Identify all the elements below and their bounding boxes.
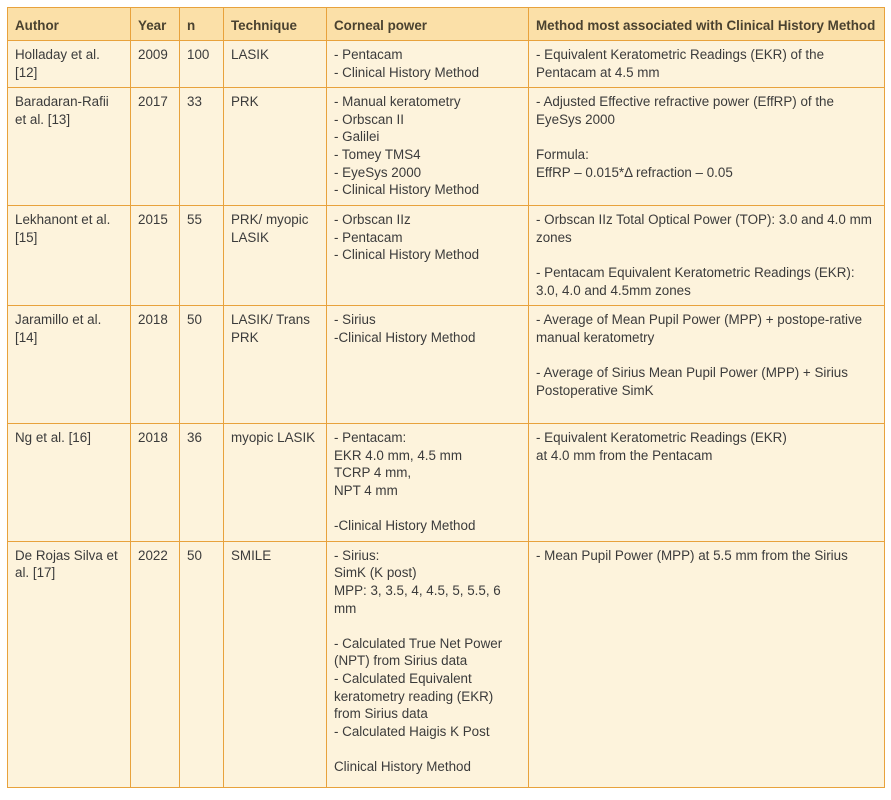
header-corneal-power: Corneal power (327, 8, 529, 41)
corneal-power-cell: - Sirius -Clinical History Method (327, 306, 529, 424)
header-method: Method most associated with Clinical History Method (529, 8, 885, 41)
year-cell: 2018 (131, 424, 180, 542)
corneal-power-cell: - Sirius: SimK (K post) MPP: 3, 3.5, 4, 4.5, 5, 5.5, 6 mm - Calculated True Net Power (NPT) from Sirius data - Calculated Equivalent keratometry reading (EKR) from Sirius data - Calculated Haigis K Post Clinical History Method (327, 541, 529, 787)
table-header-row (8, 8, 885, 41)
technique-cell: PRK (224, 88, 327, 206)
table-row (8, 306, 885, 424)
corneal-power-cell: - Orbscan IIz - Pentacam - Clinical History Method (327, 206, 529, 306)
n-cell: 50 (180, 541, 224, 787)
header-author: Author (8, 8, 131, 41)
comparison-table (7, 7, 885, 788)
n-cell: 36 (180, 424, 224, 542)
technique-cell: SMILE (224, 541, 327, 787)
method-cell: - Average of Mean Pupil Power (MPP) + postope-rative manual keratometry - Average of Sirius Mean Pupil Power (MPP) + Sirius Postoperative SimK (529, 306, 885, 424)
method-cell: - Mean Pupil Power (MPP) at 5.5 mm from the Sirius (529, 541, 885, 787)
n-cell: 55 (180, 206, 224, 306)
author-cell: Jaramillo et al. [14] (8, 306, 131, 424)
year-cell: 2015 (131, 206, 180, 306)
technique-cell: PRK/ myopic LASIK (224, 206, 327, 306)
table-row (8, 206, 885, 306)
table-row (8, 541, 885, 787)
corneal-power-cell: - Manual keratometry - Orbscan II - Galilei - Tomey TMS4 - EyeSys 2000 - Clinical History Method (327, 88, 529, 206)
author-cell: De Rojas Silva et al. [17] (8, 541, 131, 787)
method-cell: - Equivalent Keratometric Readings (EKR) of the Pentacam at 4.5 mm (529, 41, 885, 88)
author-cell: Ng et al. [16] (8, 424, 131, 542)
method-cell: - Adjusted Effective refractive power (EffRP) of the EyeSys 2000 Formula: EffRP – 0.015*Δ refraction – 0.05 (529, 88, 885, 206)
header-year: Year (131, 8, 180, 41)
n-cell: 100 (180, 41, 224, 88)
n-cell: 50 (180, 306, 224, 424)
year-cell: 2017 (131, 88, 180, 206)
technique-cell: LASIK/ Trans PRK (224, 306, 327, 424)
year-cell: 2022 (131, 541, 180, 787)
year-cell: 2009 (131, 41, 180, 88)
method-cell: - Orbscan IIz Total Optical Power (TOP): 3.0 and 4.0 mm zones - Pentacam Equivalent Keratometric Readings (EKR): 3.0, 4.0 and 4.5mm zones (529, 206, 885, 306)
table-row (8, 424, 885, 542)
corneal-power-cell: - Pentacam: EKR 4.0 mm, 4.5 mm TCRP 4 mm, NPT 4 mm -Clinical History Method (327, 424, 529, 542)
table-row (8, 41, 885, 88)
technique-cell: myopic LASIK (224, 424, 327, 542)
author-cell: Baradaran-Rafii et al. [13] (8, 88, 131, 206)
year-cell: 2018 (131, 306, 180, 424)
header-n: n (180, 8, 224, 41)
method-cell: - Equivalent Keratometric Readings (EKR) at 4.0 mm from the Pentacam (529, 424, 885, 542)
table-row (8, 88, 885, 206)
author-cell: Holladay et al. [12] (8, 41, 131, 88)
author-cell: Lekhanont et al. [15] (8, 206, 131, 306)
technique-cell: LASIK (224, 41, 327, 88)
corneal-power-cell: - Pentacam - Clinical History Method (327, 41, 529, 88)
header-technique: Technique (224, 8, 327, 41)
n-cell: 33 (180, 88, 224, 206)
